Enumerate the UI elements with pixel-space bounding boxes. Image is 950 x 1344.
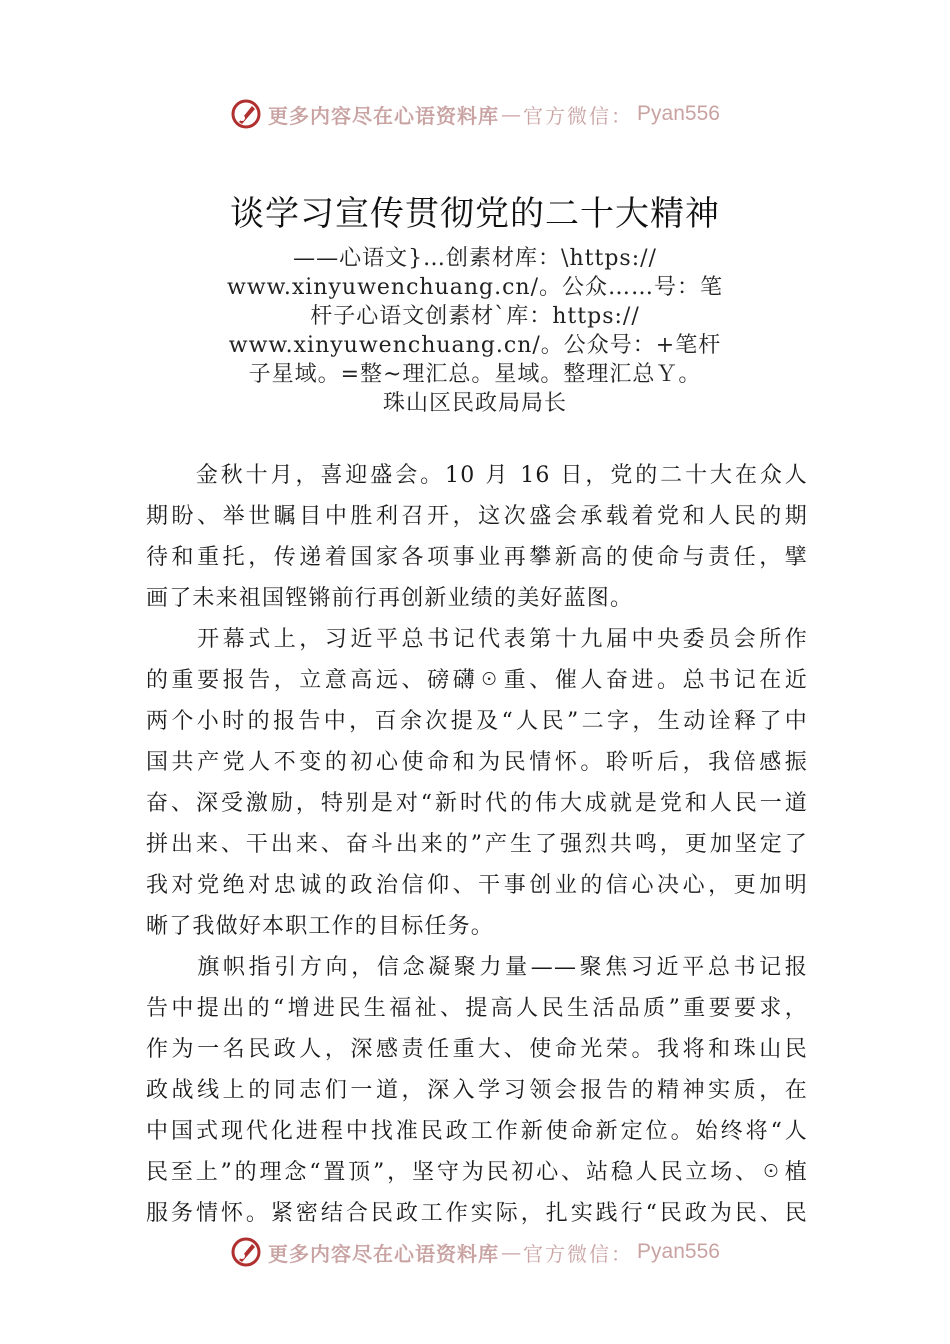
document-subtitle bbox=[210, 244, 740, 418]
body-line: 中国式现代化进程中找准民政工作新使命新定位。始终将“人 bbox=[146, 1119, 808, 1144]
subtitle-line: 珠山区民政局局长 bbox=[382, 391, 567, 416]
banner-wechat-id: Pyan556 bbox=[637, 1240, 720, 1263]
body-line: 拼出来、干出来、奋斗出来的”产生了强烈共鸣，更加坚定了 bbox=[146, 832, 808, 857]
body-line: 民至上”的理念“置顶”，坚守为民初心、站稳人民立场、☉植 bbox=[146, 1160, 808, 1185]
banner-slogan: 更多内容尽在心语资料库 bbox=[268, 1241, 500, 1266]
banner-slogan: 更多内容尽在心语资料库 bbox=[268, 103, 500, 128]
quill-logo-icon bbox=[230, 1236, 262, 1268]
banner-separator: — bbox=[501, 102, 522, 126]
body-line: 我对党绝对忠诚的政治信仰、干事创业的信心决心，更加明 bbox=[146, 873, 808, 898]
body-line: 作为一名民政人，深感责任重大、使命光荣。我将和珠山民 bbox=[146, 1037, 808, 1062]
body-line: 待和重托，传递着国家各项事业再攀新高的使命与责任，擘 bbox=[146, 545, 808, 570]
subtitle-line: ——心语文}…创素材库：\https:// bbox=[293, 246, 657, 271]
quill-logo-icon bbox=[230, 98, 262, 130]
subtitle-line: www.xinyuwenchuang.cn/。公众……号：笔 bbox=[226, 275, 724, 300]
body-line: 两个小时的报告中，百余次提及“人民”二字，生动诠释了中 bbox=[146, 709, 808, 734]
body-line: 服务情怀。紧密结合民政工作实际，扎实践行“民政为民、民 bbox=[146, 1201, 808, 1226]
body-line: 告中提出的“增进民生福祉、提高人民生活品质”重要要求， bbox=[146, 996, 808, 1021]
body-line: 国共产党人不变的初心使命和为民情怀。聆听后，我倍感振 bbox=[146, 750, 808, 775]
subtitle-line: www.xinyuwenchuang.cn/。公众号：+笔杆 bbox=[228, 333, 722, 358]
body-line: 晰了我做好本职工作的目标任务。 bbox=[146, 914, 495, 939]
banner-official-label: 官方微信： bbox=[523, 103, 634, 128]
banner-official-label: 官方微信： bbox=[523, 1241, 634, 1266]
body-line: 开幕式上，习近平总书记代表第十九届中央委员会所作 bbox=[146, 627, 808, 652]
body-line: 金秋十月，喜迎盛会。10 月 16 日，党的二十大在众人 bbox=[146, 463, 808, 488]
body-line: 的重要报告，立意高远、磅礴☉重、催人奋进。总书记在近 bbox=[146, 668, 808, 693]
body-line: 政战线上的同志们一道，深入学习领会报告的精神实质，在 bbox=[146, 1078, 808, 1103]
subtitle-line: 子星域。=整~理汇总。星域。整理汇总Ｙ。 bbox=[248, 362, 702, 387]
body-line: 期盼、举世瞩目中胜利召开，这次盛会承载着党和人民的期 bbox=[146, 504, 808, 529]
subtitle-line: 杆子心语文创素材`库：https:// bbox=[310, 304, 640, 329]
body-line: 奋、深受激励，特别是对“新时代的伟大成就是党和人民一道 bbox=[146, 791, 808, 816]
body-line: 画了未来祖国铿锵前行再创新业绩的美好蓝图。 bbox=[146, 586, 634, 611]
banner-separator: — bbox=[501, 1240, 522, 1264]
footer-banner bbox=[0, 1232, 950, 1272]
banner-wechat-id: Pyan556 bbox=[637, 102, 720, 125]
header-banner bbox=[0, 94, 950, 134]
document-title: 谈学习宣传贯彻党的二十大精神 bbox=[230, 194, 720, 234]
document-body bbox=[146, 455, 808, 1234]
body-line: 旗帜指引方向，信念凝聚力量——聚焦习近平总书记报 bbox=[146, 955, 808, 980]
